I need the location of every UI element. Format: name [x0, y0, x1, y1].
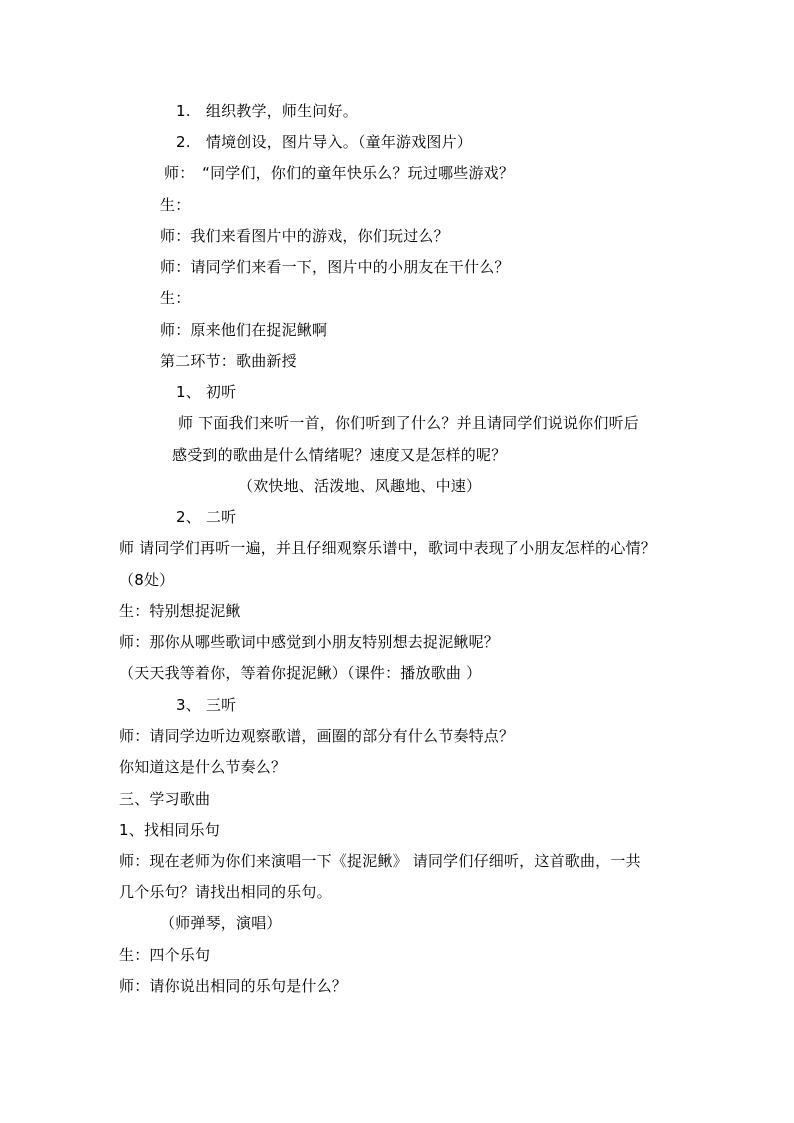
text-line: 师：那你从哪些歌词中感觉到小朋友特别想去捉泥鳅呢？: [119, 633, 500, 651]
text-line: 师 下面我们来听一首，你们听到了什么？并且请同学们说说你们听后: [178, 414, 639, 432]
text-line: 3、 三听: [176, 696, 237, 714]
section-heading: 第二环节：歌曲新授: [160, 352, 297, 370]
text-line: 几个乐句？请找出相同的乐句。: [119, 883, 332, 901]
text-line: 你知道这是什么节奏么？: [119, 758, 287, 776]
text-line: 师： “同学们，你们的童年快乐么？玩过哪些游戏？: [164, 164, 515, 182]
text-line: 师：原来他们在捉泥鳅啊: [160, 321, 328, 339]
section-heading: 三、学习歌曲: [119, 790, 211, 808]
text-line: （天天我等着你，等着你捉泥鳅）（课件：播放歌曲 ）: [119, 664, 482, 682]
text-line: 生：四个乐句: [119, 946, 211, 964]
text-line: （师弹琴，演唱）: [160, 914, 282, 932]
text-line: 师：请同学们来看一下，图片中的小朋友在干什么？: [160, 258, 510, 276]
text-line: 1、找相同乐句: [119, 821, 220, 839]
text-line: 生：: [160, 196, 191, 214]
text-line: （欢快地、活泼地、风趣地、中速）: [238, 477, 482, 495]
text-line: 1、 初听: [176, 383, 237, 401]
text-line: 感受到的歌曲是什么情绪呢？速度又是怎样的呢？: [172, 446, 507, 464]
text-line: （8处）: [119, 571, 175, 589]
text-line: 师：请同学边听边观察歌谱，画圈的部分有什么节奏特点？: [119, 727, 515, 745]
text-line: 1. 组织教学，师生问好。: [176, 102, 358, 120]
text-line: 师 请同学们再听一遍，并且仔细观察乐谱中，歌词中表现了小朋友怎样的心情？: [119, 539, 656, 557]
text-line: 生：: [160, 289, 191, 307]
text-line: 师：请你说出相同的乐句是什么？: [119, 977, 348, 995]
text-line: 2. 情境创设，图片导入。（童年游戏图片）: [176, 133, 473, 151]
text-line: 2、 二听: [176, 508, 237, 526]
text-line: 师：现在老师为你们来演唱一下《捉泥鳅》 请同学们仔细听，这首歌曲，一共: [119, 852, 641, 870]
text-line: 师：我们来看图片中的游戏，你们玩过么？: [160, 227, 449, 245]
text-line: 生：特别想捉泥鳅: [119, 602, 241, 620]
